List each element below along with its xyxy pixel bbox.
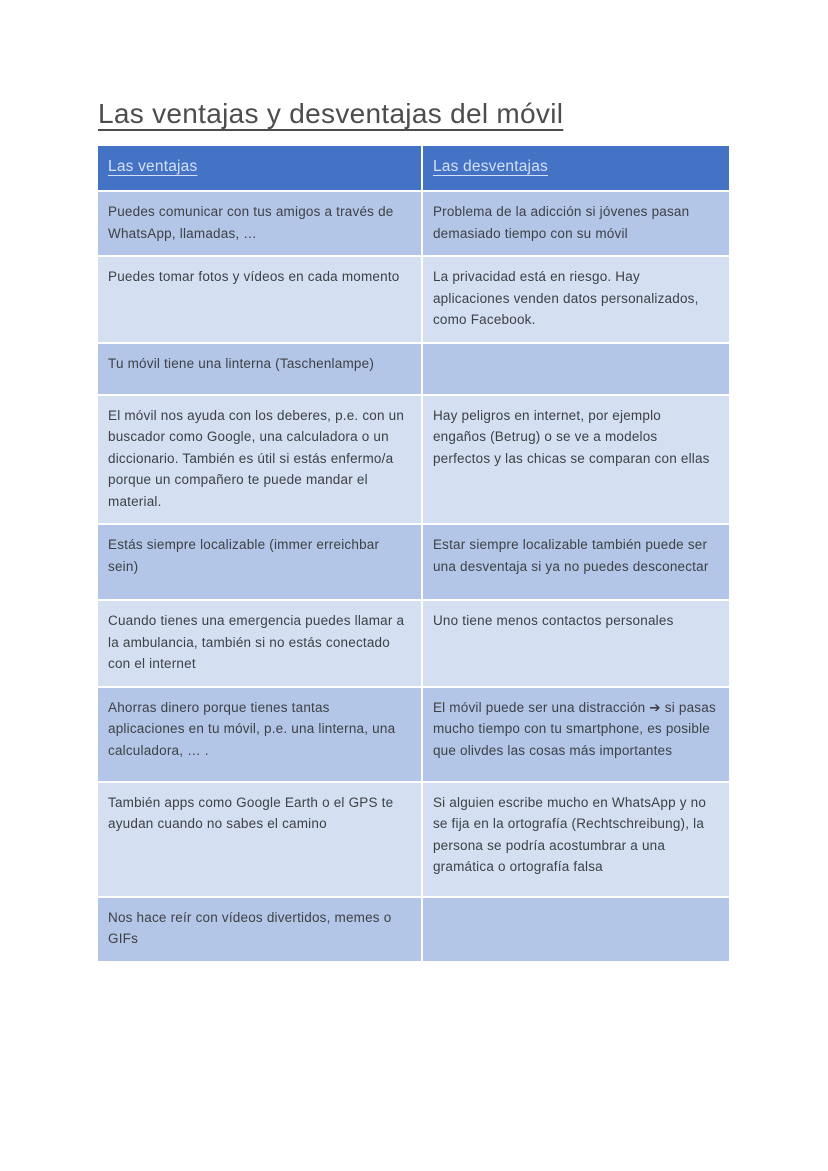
advantages-disadvantages-table [98, 146, 729, 961]
header-ventajas: Las ventajas [98, 146, 423, 190]
page-title: Las ventajas y desventajas del móvil [98, 98, 564, 129]
disadvantage-cell: Estar siempre localizable también puede ser una desventaja si ya no puedes desconectar [432, 537, 709, 574]
advantage-cell: Puedes comunicar con tus amigos a través de WhatsApp, llamadas, … [98, 192, 423, 255]
table-row [98, 255, 729, 342]
advantage-cell: El móvil nos ayuda con los deberes, p.e. con un buscador como Google, una calculadora o un diccionario. También es útil si estás enfermo/a porque un compañero te puede mandar el material. [98, 396, 423, 524]
table-row [98, 394, 729, 524]
advantage-cell: También apps como Google Earth o el GPS te ayudan cuando no sabes el camino [98, 783, 423, 896]
advantage-cell: Nos hace reír con vídeos divertidos, memes o GIFs [98, 898, 423, 961]
table-row [98, 686, 729, 781]
table-row [98, 342, 729, 394]
disadvantage-cell: La privacidad está en riesgo. Hay aplicaciones venden datos personalizados, como Facebook. [432, 269, 699, 327]
table-row [98, 599, 729, 686]
table-row [98, 523, 729, 599]
advantage-cell: Tu móvil tiene una linterna (Taschenlampe) [98, 344, 423, 394]
disadvantage-cell: Uno tiene menos contactos personales [432, 613, 674, 628]
disadvantage-cell: El móvil puede ser una distracción ➔ si pasas mucho tiempo con tu smartphone, es posible que olivdes las cosas más importantes [432, 699, 716, 758]
table-row [98, 781, 729, 896]
advantage-cell: Ahorras dinero porque tienes tantas aplicaciones en tu móvil, p.e. una linterna, una calculadora, … . [98, 688, 423, 781]
header-desventajas: Las desventajas [432, 158, 548, 175]
table-row [98, 190, 729, 255]
disadvantage-cell [423, 344, 729, 394]
table-row [98, 896, 729, 961]
advantage-cell: Puedes tomar fotos y vídeos en cada momento [98, 257, 423, 342]
disadvantage-cell: Si alguien escribe mucho en WhatsApp y no se fija en la ortografía (Rechtschreibung), la persona se podría acostumbrar a una gramática o ortografía falsa [432, 794, 707, 874]
disadvantage-cell [423, 898, 729, 961]
table-header-row [98, 146, 729, 190]
advantage-cell: Estás siempre localizable (immer erreichbar sein) [98, 525, 423, 599]
advantage-cell: Cuando tienes una emergencia puedes llamar a la ambulancia, también si no estás conectado con el internet [98, 601, 423, 686]
disadvantage-cell: Problema de la adicción si jóvenes pasan demasiado tiempo con su móvil [432, 204, 690, 241]
disadvantage-cell: Hay peligros en internet, por ejemplo engaños (Betrug) o se ve a modelos perfectos y las chicas se comparan con ellas [432, 407, 710, 466]
